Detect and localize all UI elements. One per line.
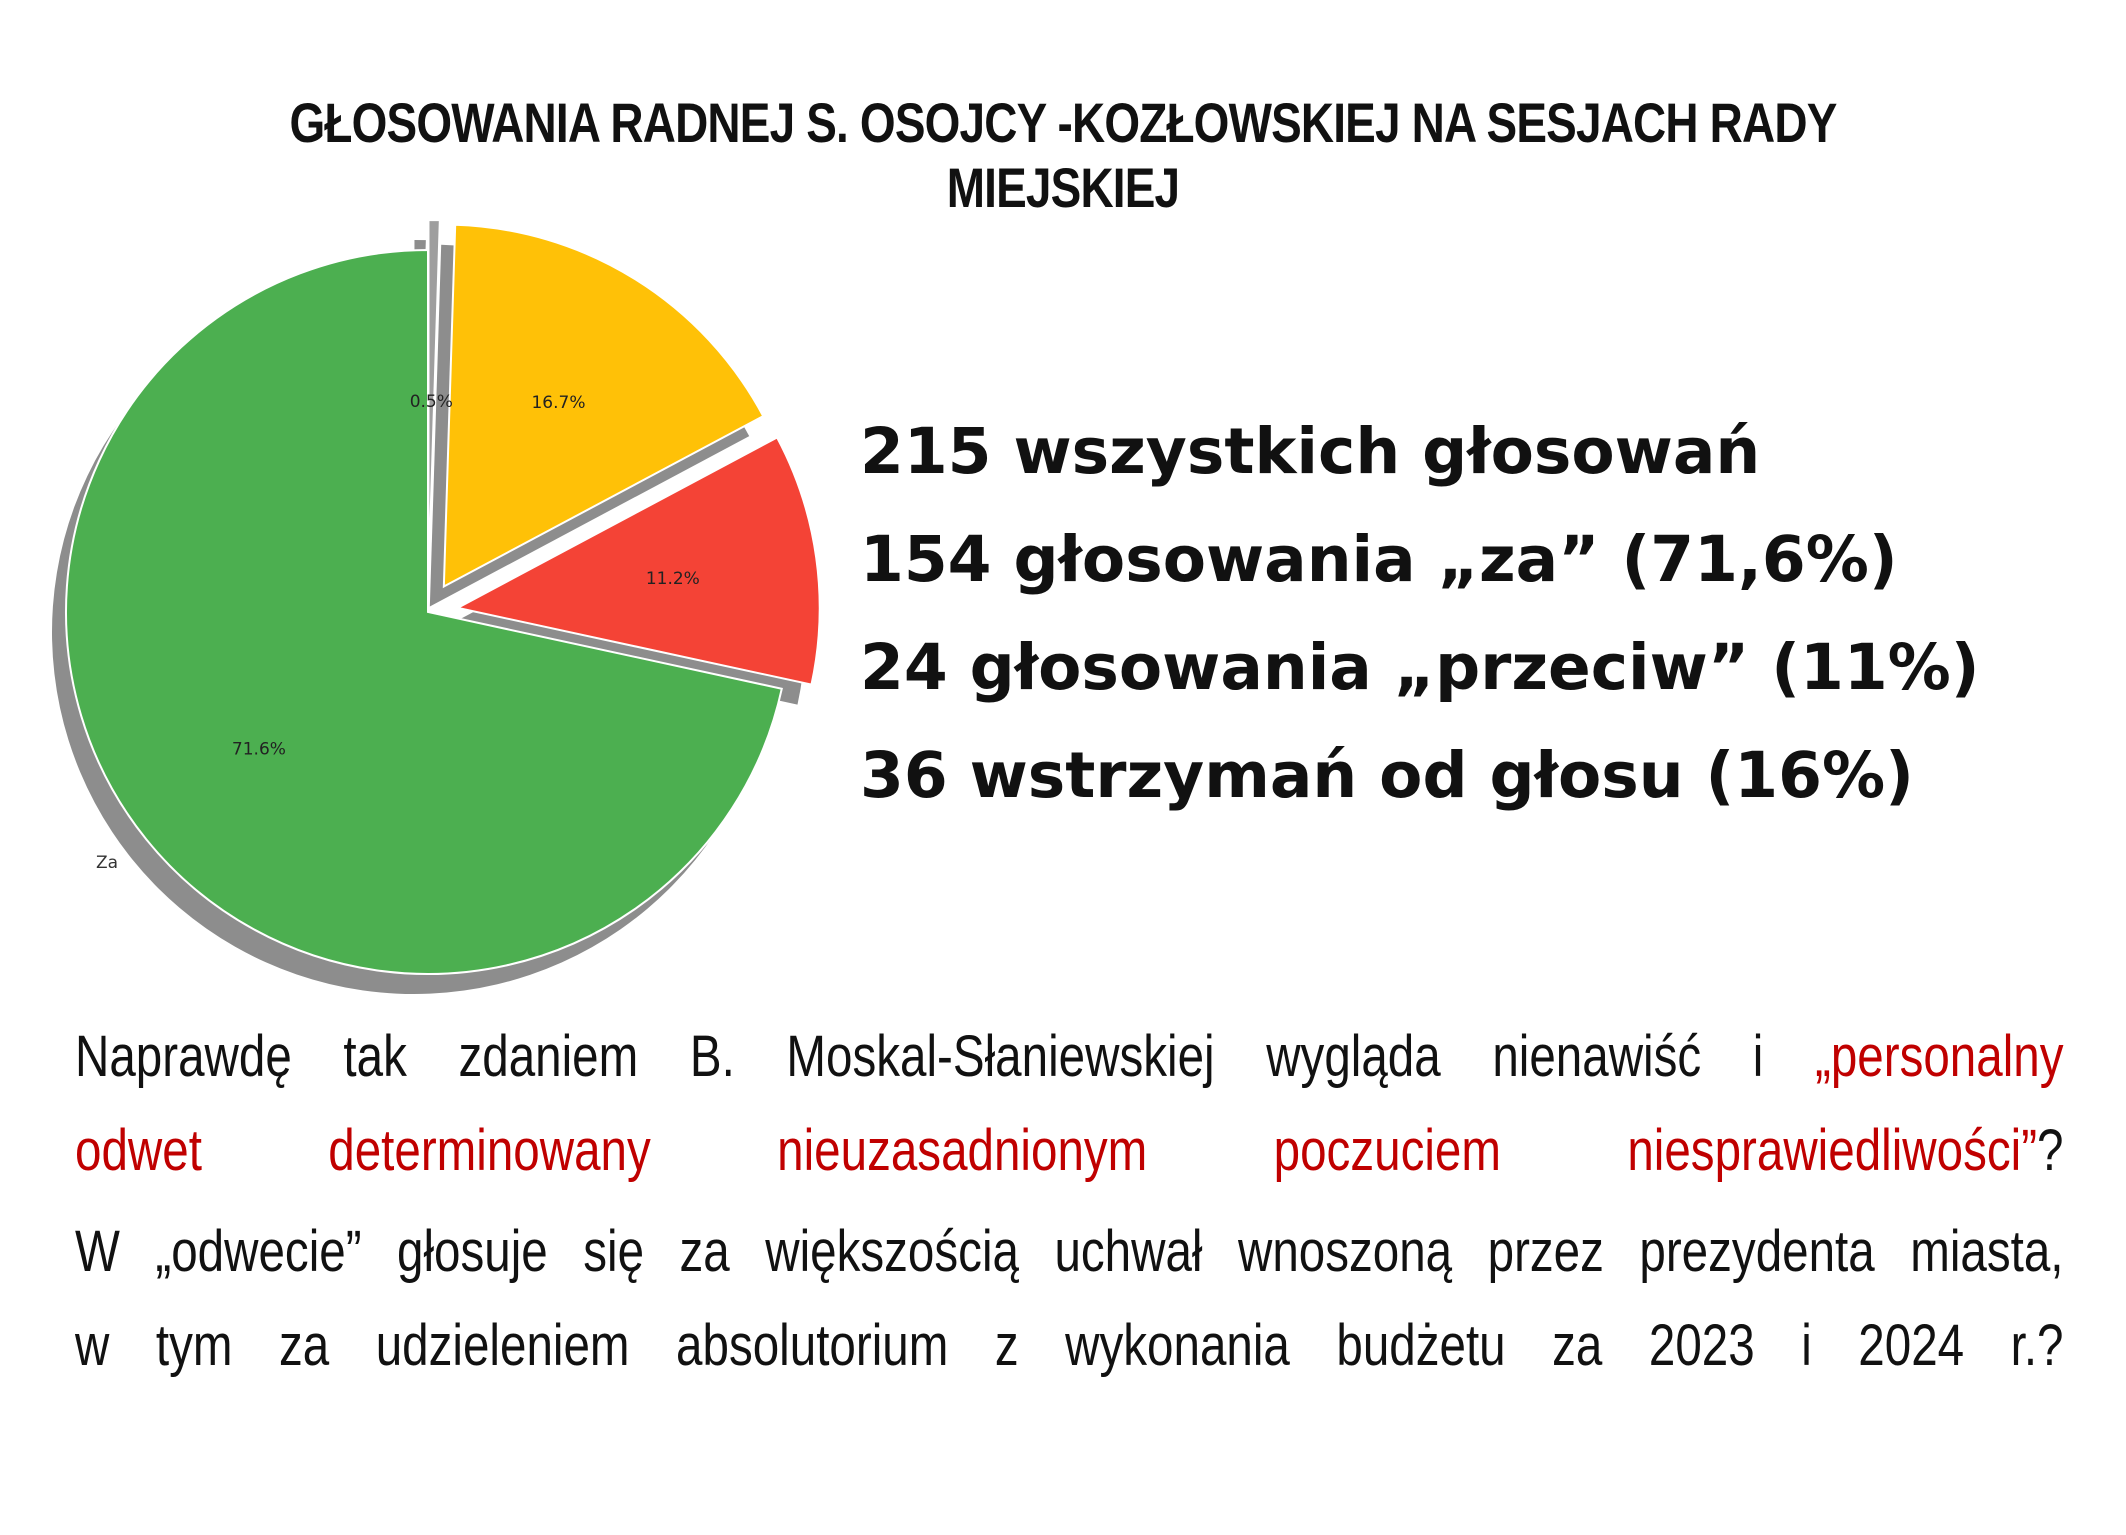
question-line-2 xyxy=(75,1104,2064,1198)
stat-za: 154 głosowania „za” (71,6%) xyxy=(860,523,1898,596)
question-line-2-highlight: odwet determinowany nieuzasadnionym poczuciem niesprawiedliwości” xyxy=(75,1118,2038,1183)
question-line-1-text: Naprawdę tak zdaniem B. Moskal-Słaniewskiej wygląda nienawiść i xyxy=(75,1024,1815,1089)
statement-line-2: w tym za udzieleniem absolutorium z wykonania budżetu za 2023 i 2024 r.? xyxy=(75,1313,2064,1378)
stat-przeciw: 24 głosowania „przeciw” (11%) xyxy=(860,631,1980,704)
question-line-2-text: ? xyxy=(2037,1118,2064,1183)
pie-pct-label: 11.2% xyxy=(645,568,700,589)
stat-wstrzymane: 36 wstrzymań od głosu (16%) xyxy=(860,739,1914,812)
pie-pct-label: 71.6% xyxy=(231,739,286,760)
pie-chart xyxy=(0,0,900,1000)
question-line-1 xyxy=(75,1010,2064,1104)
stats-block xyxy=(860,398,1980,830)
statement-paragraph xyxy=(75,1205,2064,1393)
stat-total: 215 wszystkich głosowań xyxy=(860,415,1761,488)
pie-pct-label: 0.5% xyxy=(409,392,453,413)
pie-category-label: Za xyxy=(95,852,119,873)
statement-line-1: W „odwecie” głosuje się za większością uchwał wnoszoną przez prezydenta miasta, xyxy=(75,1219,2064,1284)
pie-pct-label: 16.7% xyxy=(531,393,586,414)
question-paragraph xyxy=(75,1010,2064,1198)
page-title: GŁOSOWANIA RADNEJ S. OSOJCY -KOZŁOWSKIEJ NA SESJACH RADY MIEJSKIEJ xyxy=(289,91,1837,219)
question-line-1-highlight: „personalny xyxy=(1814,1024,2064,1089)
